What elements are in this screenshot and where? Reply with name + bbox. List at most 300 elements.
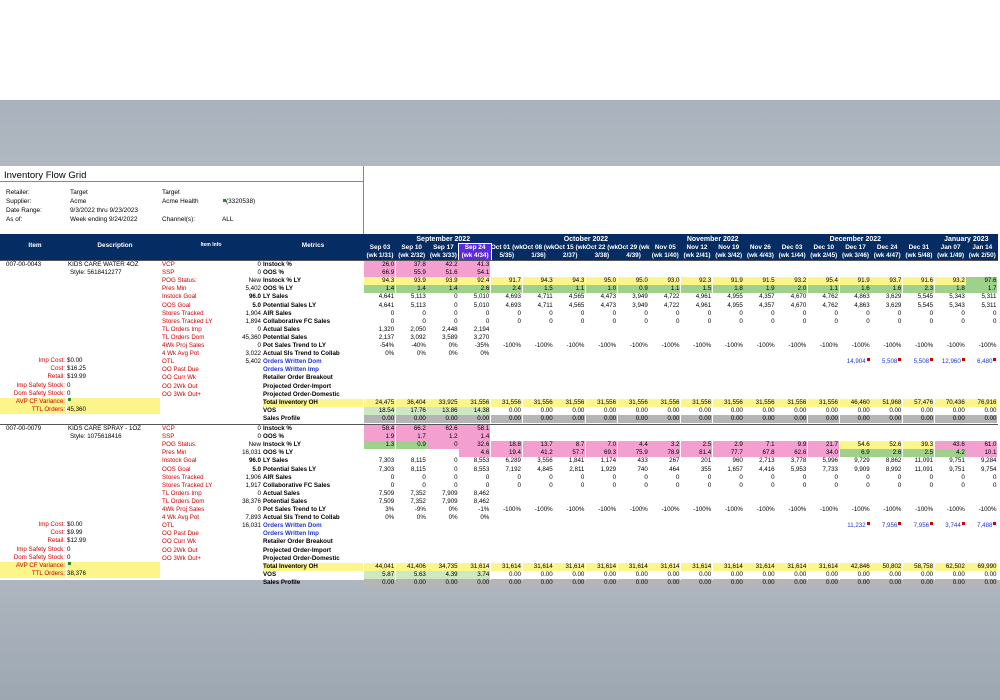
grid-cell: 93.2 <box>935 277 966 285</box>
week-header[interactable]: Dec 24 (wk 4/47) <box>873 244 901 259</box>
grid-cell: 31,614 <box>586 563 617 571</box>
grid-cell: 31,614 <box>491 563 522 571</box>
title-bar <box>0 166 364 182</box>
order-flag-icon <box>962 522 965 525</box>
grid-cell: 0.00 <box>523 579 554 587</box>
week-header[interactable]: Jan 07 (wk 1/49) <box>937 244 965 259</box>
grid-cell: 267 <box>669 457 680 465</box>
grid-cell <box>586 358 617 366</box>
info-label: OTL <box>162 358 175 366</box>
grid-cell: 43.6 <box>935 441 966 449</box>
grid-cell: 97.6 <box>966 277 997 285</box>
grid-cell: 31,556 <box>744 399 775 407</box>
col-description-header[interactable]: Description <box>97 242 133 249</box>
grid-cell: 0 <box>866 317 870 325</box>
grid-cell: 0.00 <box>459 579 490 587</box>
grid-cell: -100% <box>598 342 617 349</box>
month-header[interactable]: December 2022 <box>829 236 882 243</box>
info-label: OO Curr Wk <box>162 374 197 382</box>
grid-cell: 8,115 <box>410 457 426 465</box>
retailer-value: Target <box>70 189 88 196</box>
grid-cell: 93.9 <box>427 277 458 285</box>
info-value: New <box>248 277 261 285</box>
grid-cell: 0.00 <box>744 415 775 423</box>
week-header[interactable]: Nov 12 (wk 2/41) <box>683 244 711 259</box>
grid-cell: 1.1 <box>808 285 839 293</box>
grid-cell: 70,436 <box>935 399 966 407</box>
grid-cell: 0 <box>961 481 965 489</box>
week-header[interactable]: Oct 15 (wk 2/37) <box>554 244 587 259</box>
week-header[interactable]: Nov 26 (wk 4/43) <box>746 244 774 259</box>
week-header[interactable]: Nov 19 (wk 3/42) <box>715 244 743 259</box>
week-header[interactable]: Jan 14 (wk 2/50) <box>968 244 996 259</box>
grid-cell: 1.1 <box>554 285 585 293</box>
detail-label: TTL Orders: <box>0 406 66 414</box>
info-value: New <box>248 441 261 449</box>
grid-cell: 1.6 <box>871 285 902 293</box>
grid-cell: 0% <box>480 514 490 522</box>
grid-cell: 0 <box>517 481 521 489</box>
info-label: Stores Tracked <box>162 473 204 481</box>
grid-cell: 5,953 <box>790 465 807 473</box>
order-flag-icon <box>898 358 901 361</box>
metric-label: AIR Sales <box>263 473 292 481</box>
info-label: OO Past Due <box>162 366 199 374</box>
info-value: 45,360 <box>242 333 261 341</box>
info-label: OO 2Wk Out <box>162 382 198 390</box>
grid-cell: 3,949 <box>632 301 648 309</box>
grid-cell: 0% <box>448 514 458 522</box>
item-name[interactable]: KIDS CARE SPRAY - 1OZ <box>68 425 142 432</box>
grid-cell: 0.00 <box>903 579 934 587</box>
grid-cell: 94.3 <box>364 277 395 285</box>
month-header[interactable]: January 2023 <box>944 236 989 243</box>
grid-cell: 0.00 <box>776 415 807 423</box>
month-header[interactable]: October 2022 <box>563 236 609 243</box>
week-header[interactable]: Nov 05 (wk 1/40) <box>651 244 679 259</box>
grid-cell: 5.63 <box>396 571 427 579</box>
week-header[interactable]: Oct 01 (wk 5/35) <box>490 244 523 259</box>
grid-cell <box>713 522 744 530</box>
grid-cell: 91.9 <box>713 277 744 285</box>
metric-label: Actual Sls Trend to Collab <box>263 514 340 522</box>
order-flag-icon <box>930 522 933 525</box>
grid-cell <box>427 522 458 530</box>
grid-cell: 41.3 <box>459 261 490 269</box>
grid-cell: 7.0 <box>586 441 617 449</box>
grid-cell: 0.00 <box>952 570 965 578</box>
grid-cell: 0.00 <box>825 570 838 578</box>
grid-cell: 0 <box>771 481 775 489</box>
grid-cell: 61.0 <box>966 441 997 449</box>
grid-cell: 8,462 <box>473 497 490 505</box>
grid-cell: 26.0 <box>364 261 395 269</box>
grid-cell: 433 <box>637 457 648 465</box>
info-label: OOS Goal <box>162 465 191 473</box>
grid-cell: 95.4 <box>808 277 839 285</box>
grid-cell <box>523 522 554 530</box>
info-value <box>214 366 262 374</box>
info-value: 0 <box>257 342 261 349</box>
grid-cell <box>364 449 395 457</box>
grid-cell: 0.00 <box>523 415 554 423</box>
grid-cell: 0 <box>485 309 490 317</box>
grid-cell: 2,194 <box>473 325 490 333</box>
info-label: Pres Min <box>162 285 187 293</box>
grid-cell: 9,754 <box>981 465 997 473</box>
grid-cell: 0 <box>454 473 458 481</box>
grid-cell: 52.6 <box>871 441 902 449</box>
grid-cell: 0 <box>612 309 617 317</box>
grid-cell: -100% <box>503 506 521 513</box>
grid-cell: 14.38 <box>459 407 490 415</box>
metric-label: Sales Profile <box>263 578 301 586</box>
grid-cell: -100% <box>566 506 585 513</box>
grid-cell: 0.00 <box>808 579 839 587</box>
info-value: 1,906 <box>245 473 261 481</box>
info-value: 96.0 <box>248 293 261 301</box>
grid-cell: 94.3 <box>523 277 554 285</box>
grid-cell: 54.6 <box>840 441 871 449</box>
grid-cell: 2,448 <box>442 325 458 333</box>
grid-cell: 54.1 <box>459 269 490 277</box>
grid-cell <box>554 358 585 366</box>
grid-cell: 50,802 <box>871 563 902 571</box>
grid-cell: 7,956 <box>903 522 934 530</box>
grid-cell: 4,473 <box>600 301 617 309</box>
grid-cell: 0 <box>580 473 585 481</box>
grid-cell: 3,556 <box>537 457 553 465</box>
metric-label: VOS <box>263 406 277 414</box>
grid-cell: 0 <box>390 473 395 481</box>
info-value: 0 <box>257 425 261 432</box>
metric-label: Pot Sales Trend to LY <box>263 506 327 513</box>
grid-cell: 4,845 <box>537 465 553 473</box>
grid-cell: 1,929 <box>600 465 617 473</box>
grid-cell: 0 <box>929 481 934 489</box>
detail-value: 0 <box>67 553 71 561</box>
grid-cell <box>396 522 427 530</box>
week-header[interactable]: Oct 22 (wk 3/38) <box>585 244 618 259</box>
item-id[interactable]: 007-00-0043 <box>6 261 42 268</box>
grid-cell: 11,091 <box>914 457 934 465</box>
detail-label: Cost: <box>50 365 65 373</box>
metric-label: Potential Sales LY <box>263 301 317 309</box>
grid-cell: 0.00 <box>586 415 617 423</box>
grid-cell: 201 <box>700 457 712 465</box>
detail-value: 0 <box>67 381 71 389</box>
grid-cell: 31,614 <box>554 563 585 571</box>
week-header[interactable]: Dec 17 (wk 3/46) <box>842 244 869 259</box>
grid-cell: 9,729 <box>854 457 870 465</box>
col-metrics-header[interactable]: Metrics <box>301 242 325 249</box>
grid-cell: 6,289 <box>505 457 521 465</box>
grid-cell: 7,509 <box>378 497 395 505</box>
asof-value: Week ending 9/24/2022 <box>70 216 138 223</box>
grid-cell: 1.5 <box>681 285 712 293</box>
grid-cell <box>776 358 807 366</box>
grid-cell <box>744 522 775 530</box>
grid-cell: 1.7 <box>966 285 997 293</box>
grid-cell: 2.6 <box>459 285 490 293</box>
detail-value: $0.00 <box>67 357 83 365</box>
grid-cell: -100% <box>661 342 680 349</box>
item-id[interactable]: 007-00-0079 <box>6 425 42 432</box>
grid-cell: 76,916 <box>966 399 997 407</box>
daterange-value: 9/3/2022 thru 9/23/2023 <box>70 207 138 214</box>
grid-cell: -100% <box>534 506 553 513</box>
metric-label: Instock % <box>263 261 292 268</box>
grid-cell: 0 <box>422 473 426 481</box>
grid-cell: 31,556 <box>681 399 712 407</box>
metric-label: Projected Order-Import <box>263 382 332 390</box>
grid-cell: -100% <box>661 506 680 513</box>
grid-cell: 0.00 <box>635 570 648 578</box>
grid-cell: 2.5 <box>681 441 712 449</box>
grid-cell: 1.8 <box>713 285 744 293</box>
grid-cell: -100% <box>788 342 807 349</box>
grid-cell: 31,614 <box>618 563 649 571</box>
variance-flag-icon <box>68 398 71 401</box>
grid-cell: 5,113 <box>410 301 426 309</box>
detail-value: $0.00 <box>67 521 83 529</box>
grid-cell: 1,320 <box>378 325 395 333</box>
grid-cell: 5,508 <box>903 358 934 366</box>
grid-cell: 0 <box>802 309 807 317</box>
grid-cell: 92.3 <box>681 277 712 285</box>
metric-label: Actual Sales <box>263 489 300 497</box>
grid-cell: 0% <box>385 350 395 358</box>
grid-cell: 0 <box>644 473 648 481</box>
metric-label: AIR Sales <box>263 309 292 317</box>
grid-cell: 0.00 <box>427 579 458 587</box>
grid-cell: 0 <box>802 481 807 489</box>
grid-cell: -100% <box>978 342 997 349</box>
info-value: 1,904 <box>245 309 261 317</box>
grid-cell: 8,553 <box>473 465 490 473</box>
info-label: Instock Goal <box>162 457 197 465</box>
grid-cell: 57.7 <box>554 449 585 457</box>
grid-cell: 0 <box>707 473 712 481</box>
grid-cell: 13.86 <box>427 407 458 415</box>
detail-value: $9.99 <box>67 529 83 537</box>
grid-cell <box>427 358 458 366</box>
grid-cell: 9,751 <box>949 465 965 473</box>
grid-cell: 3,270 <box>473 333 490 341</box>
grid-cell: 2,050 <box>410 325 426 333</box>
grid-cell: 9,751 <box>949 457 965 465</box>
grid-cell: 0 <box>644 317 648 325</box>
week-header[interactable]: Oct 08 (wk 1/36) <box>522 244 555 259</box>
grid-cell: 4,357 <box>759 301 775 309</box>
grid-cell: 8,992 <box>885 465 902 473</box>
metric-label: LY Sales <box>263 293 289 301</box>
grid-cell: 4,473 <box>600 293 617 301</box>
grid-cell <box>396 449 427 457</box>
grid-cell: 0.00 <box>667 406 680 414</box>
grid-cell: 42.2 <box>427 261 458 269</box>
grid-cell: 58.1 <box>459 425 490 433</box>
grid-cell: 0 <box>454 481 458 489</box>
week-header[interactable]: Sep 17 (wk 3/33) <box>429 244 457 259</box>
grid-cell: 4.6 <box>459 449 490 457</box>
metric-label: OOS % LY <box>263 449 294 457</box>
grid-cell: -54% <box>379 342 395 349</box>
grid-cell: 24,475 <box>364 399 395 407</box>
grid-cell: 0 <box>549 473 553 481</box>
grid-cell: 0 <box>676 309 680 317</box>
grid-cell: 0.00 <box>984 570 997 578</box>
detail-label: TTL Orders: <box>0 570 66 578</box>
detail-label: AVP CF Variance: <box>0 562 66 570</box>
grid-cell <box>396 358 427 366</box>
grid-cell: 4,670 <box>790 301 807 309</box>
info-label: VCP <box>162 425 175 432</box>
grid-cell: 0.00 <box>364 579 395 587</box>
grid-cell: 2.4 <box>491 285 522 293</box>
info-value <box>214 391 262 399</box>
grid-cell: 4,762 <box>822 301 838 309</box>
grid-cell <box>808 522 839 530</box>
detail-label: AVP CF Variance: <box>0 398 66 406</box>
grid-cell: 0 <box>612 481 617 489</box>
grid-cell: 1.9 <box>364 433 395 441</box>
col-item-header[interactable]: Item <box>28 242 42 249</box>
grid-cell: 3,778 <box>790 457 807 465</box>
grid-cell: 4,711 <box>537 293 553 301</box>
info-value: 0 <box>257 506 261 513</box>
grid-cell: 5,545 <box>917 301 934 309</box>
grid-cell <box>459 522 490 530</box>
week-header[interactable]: Dec 31 (wk 5/48) <box>905 244 933 259</box>
grid-cell: 39.3 <box>903 441 934 449</box>
grid-cell: 4,565 <box>568 301 585 309</box>
info-value: 0 <box>257 489 261 497</box>
info-value: 0 <box>257 269 261 277</box>
week-header[interactable]: Sep 10 (wk 2/32) <box>398 244 426 259</box>
info-label: SSP <box>162 433 175 441</box>
week-header[interactable]: Oct 29 (wk 4/39) <box>617 244 650 259</box>
week-header[interactable]: Sep 03 (wk 1/31) <box>366 244 394 259</box>
grid-cell: 0.00 <box>491 415 522 423</box>
grid-cell: 0 <box>454 457 458 465</box>
metric-label: Projected Order-Import <box>263 546 332 554</box>
grid-cell: -1% <box>478 506 490 513</box>
grid-cell <box>808 358 839 366</box>
grid-cell: 4,961 <box>695 293 712 301</box>
grid-cell: 1.4 <box>427 285 458 293</box>
daterange-label: Date Range: <box>6 207 42 214</box>
month-header[interactable]: November 2022 <box>686 236 739 243</box>
grid-cell: 6,480 <box>966 358 997 366</box>
grid-cell: 81.4 <box>681 449 712 457</box>
grid-cell: 31,614 <box>713 563 744 571</box>
grid-cell: 62,502 <box>935 563 966 571</box>
grid-cell: 0 <box>834 481 838 489</box>
grid-cell: 1.3 <box>364 441 395 449</box>
month-header[interactable]: September 2022 <box>416 236 471 243</box>
grid-cell: 0.9 <box>396 441 427 449</box>
grid-cell: -100% <box>915 342 934 349</box>
info-value: 5.0 <box>252 465 261 473</box>
grid-cell: 0 <box>549 481 553 489</box>
grid-cell: 0 <box>612 317 617 325</box>
grid-cell: 1.9 <box>744 285 775 293</box>
info-label: POG Status: <box>162 277 197 285</box>
grid-cell: 0.00 <box>618 415 649 423</box>
grid-cell: 1.0 <box>586 285 617 293</box>
metric-label: Retailer Order Breakout <box>263 538 333 546</box>
grid-cell: 0 <box>897 317 902 325</box>
grid-cell: 2.3 <box>903 285 934 293</box>
grid-cell: 5,508 <box>871 358 902 366</box>
grid-cell: 0 <box>897 309 902 317</box>
grid-cell: 0 <box>866 309 870 317</box>
grid-cell: 0.00 <box>364 415 395 423</box>
grid-cell: 31,556 <box>649 399 680 407</box>
grid-cell: 31,556 <box>713 399 744 407</box>
grid-cell: 75.9 <box>618 449 649 457</box>
item-name[interactable]: KIDS CARE WATER 4OZ <box>68 261 139 268</box>
grid-cell: 2,137 <box>378 333 395 341</box>
info-label: OOS Goal <box>162 301 191 309</box>
grid-cell: 1.4 <box>459 433 490 441</box>
col-iteminfo-header[interactable]: Item Info <box>200 242 222 248</box>
info-label: TL Orders Dom <box>162 333 205 341</box>
grid-cell: 1.8 <box>935 285 966 293</box>
channels-label: Channel(s): <box>162 216 196 223</box>
week-header[interactable]: Dec 10 (wk 2/45) <box>810 244 838 259</box>
grid-cell: 4,863 <box>854 301 870 309</box>
grid-cell: 1.4 <box>364 285 395 293</box>
grid-cell: 17.76 <box>396 407 427 415</box>
week-header[interactable]: Sep 24 (wk 4/34) <box>459 244 491 260</box>
grid-cell: 37.8 <box>396 261 427 269</box>
grid-cell: 36,404 <box>396 399 427 407</box>
grid-cell: 0 <box>771 317 775 325</box>
grid-cell <box>618 522 649 530</box>
grid-cell: 7,303 <box>378 457 395 465</box>
grid-cell: 0 <box>771 309 775 317</box>
info-value: 5,402 <box>245 285 261 293</box>
grid-cell: -40% <box>411 342 426 349</box>
grid-cell: 0 <box>676 317 680 325</box>
grid-cell: 0.00 <box>984 406 997 414</box>
grid-cell: 31,614 <box>681 563 712 571</box>
grid-cell: 1,841 <box>568 457 585 465</box>
grid-cell: 5,010 <box>473 293 490 301</box>
week-header[interactable]: Dec 03 (wk 1/44) <box>778 244 806 259</box>
order-flag-icon <box>867 522 870 525</box>
grid-cell: 0.00 <box>966 415 997 423</box>
grid-cell: 4,722 <box>664 293 680 301</box>
grid-cell: 32.6 <box>459 441 490 449</box>
grid-cell: 0 <box>897 481 902 489</box>
grid-cell: 355 <box>700 465 712 473</box>
grid-cell: 34.0 <box>808 449 839 457</box>
grid-cell: 12,960 <box>935 358 966 366</box>
grid-cell: 0.00 <box>889 406 902 414</box>
grid-cell: 31,556 <box>586 399 617 407</box>
grid-cell: 94.3 <box>554 277 585 285</box>
grid-cell: 0 <box>517 309 521 317</box>
grid-cell: 0 <box>454 293 458 301</box>
info-label: 4 Wk Avg Pot <box>162 514 200 522</box>
grid-cell: -100% <box>915 506 934 513</box>
health-value: (3320538) <box>222 199 255 205</box>
grid-cell: 1.4 <box>396 285 427 293</box>
info-label: 4Wk Proj Sales <box>162 506 205 513</box>
